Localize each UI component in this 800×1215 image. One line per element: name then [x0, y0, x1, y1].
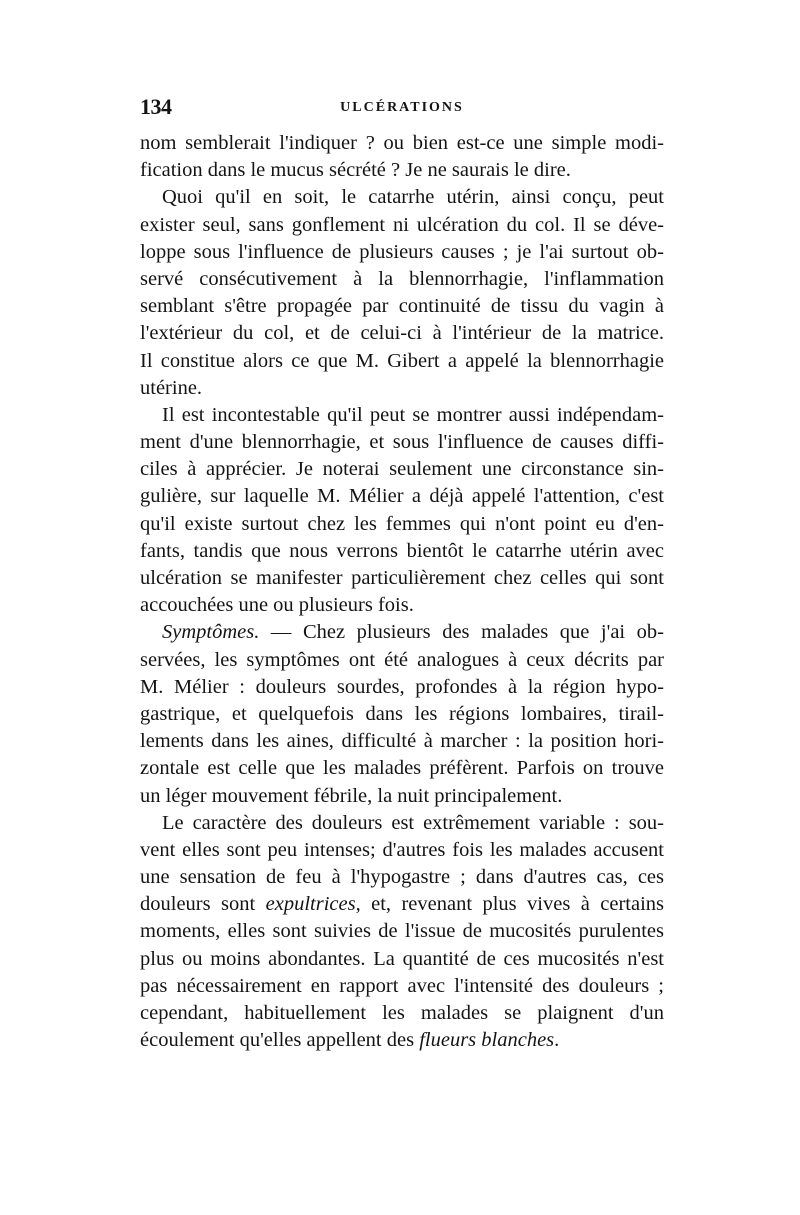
- text-segment: ulcération se manifester particulièrement chez celles qui sont: [140, 567, 664, 589]
- text-segment: nom semblerait l'indiquer ? ou bien est-ce une simple modi-: [140, 132, 664, 154]
- text-segment: plus ou moins abondantes. La quantité de ces mucosités n'est: [140, 947, 664, 970]
- text-line: [140, 619, 664, 646]
- text-segment: utérine.: [140, 376, 203, 399]
- text-segment: .: [554, 1029, 560, 1052]
- text-segment: loppe sous l'influence de plusieurs causes ; je l'ai surtout ob-: [140, 240, 664, 263]
- text-segment: zontale est celle que les malades préfèrent. Parfois on trouve: [140, 757, 664, 780]
- text-segment: Le caractère des douleurs est extrêmement variable : sou-: [162, 811, 664, 834]
- text-segment: douleurs sont: [140, 893, 266, 916]
- text-line: [140, 212, 664, 239]
- text-segment: accouchées une ou plusieurs fois.: [140, 594, 414, 617]
- running-head: ULCÉRATIONS: [340, 100, 464, 115]
- text-segment: écoulement qu'elles appellent des: [140, 1029, 420, 1052]
- text-line: [140, 348, 664, 375]
- text-line: [140, 266, 664, 293]
- text-line: [140, 728, 664, 755]
- text-line: [140, 891, 664, 918]
- text-segment: gulière, sur laquelle M. Mélier a déjà appelé l'attention, c'est: [140, 485, 664, 508]
- text-segment: qu'il existe surtout chez les femmes qui n'ont point eu d'en-: [140, 512, 664, 535]
- text-segment: pas nécessairement en rapport avec l'intensité des douleurs ;: [140, 974, 664, 997]
- text-segment: M. Mélier : douleurs sourdes, profondes à la région hypo-: [140, 675, 664, 698]
- page-header: [140, 94, 664, 124]
- text-segment: l'extérieur du col, et de celui-ci à l'intérieur de la matrice.: [140, 322, 664, 345]
- text-line: [140, 946, 664, 973]
- text-segment: fication dans le mucus sécrété ? Je ne saurais le dire.: [140, 159, 571, 182]
- text-segment: , et, revenant plus vives à certains: [355, 893, 664, 916]
- text-segment: Il constitue alors ce que M. Gibert a appelé la blennorrhagie: [140, 349, 664, 372]
- text-segment: Quoi qu'il en soit, le catarrhe utérin, ainsi conçu, peut: [162, 186, 664, 209]
- text-segment: vent elles sont peu intenses; d'autres fois les malades accusent: [140, 838, 664, 861]
- text-segment: exister seul, sans gonflement ni ulcération du col. Il se déve-: [140, 213, 664, 236]
- text-line: [140, 239, 664, 266]
- page-body-text: [140, 130, 664, 1054]
- text-line: [140, 647, 664, 674]
- text-line: [140, 565, 664, 592]
- text-line: [140, 701, 664, 728]
- text-line: [140, 375, 664, 402]
- text-segment: cependant, habituellement les malades se plaignent d'un: [140, 1002, 664, 1024]
- text-segment: gastrique, et quelquefois dans les régions lombaires, tirail-: [140, 702, 664, 725]
- text-line: [140, 130, 664, 157]
- text-line: [140, 755, 664, 782]
- text-segment: — Chez plusieurs des malades que j'ai ob-: [259, 621, 664, 644]
- italic-text: flueurs blanches: [419, 1029, 555, 1052]
- text-line: [140, 837, 664, 864]
- text-segment: ciles à apprécier. Je noterai seulement une circonstance sin-: [140, 458, 664, 481]
- text-line: [140, 511, 664, 538]
- text-line: [140, 973, 664, 1000]
- text-line: [140, 157, 664, 184]
- text-segment: servées, les symptômes ont été analogues à ceux décrits par: [140, 648, 664, 671]
- text-line: [140, 674, 664, 701]
- text-segment: fants, tandis que nous verrons bientôt le catarrhe utérin avec: [140, 539, 664, 562]
- text-segment: servé consécutivement à la blennorrhagie, l'inflammation: [140, 267, 664, 290]
- text-segment: semblant s'être propagée par continuité de tissu du vagin à: [140, 295, 664, 318]
- text-line: [140, 402, 664, 429]
- text-segment: Il est incontestable qu'il peut se montrer aussi indépendam-: [162, 403, 664, 426]
- text-segment: ment d'une blennorrhagie, et sous l'influence de causes diffi-: [140, 431, 664, 454]
- italic-text: expultrices: [265, 893, 356, 916]
- text-line: [140, 538, 664, 565]
- text-line: [140, 810, 664, 837]
- text-line: [140, 483, 664, 510]
- italic-text: Symptômes.: [162, 621, 260, 644]
- text-segment: lements dans les aines, difficulté à marcher : la position hori-: [140, 730, 664, 753]
- text-line: [140, 592, 664, 619]
- text-segment: une sensation de feu à l'hypogastre ; dans d'autres cas, ces: [140, 866, 664, 889]
- text-line: [140, 456, 664, 483]
- page-number: 134: [140, 94, 172, 119]
- text-line: [140, 864, 664, 891]
- text-line: [140, 293, 664, 320]
- text-line: [140, 429, 664, 456]
- text-line: [140, 918, 664, 945]
- text-line: [140, 320, 664, 347]
- text-line: [140, 783, 664, 810]
- text-segment: un léger mouvement fébrile, la nuit principalement.: [140, 784, 563, 807]
- text-line: [140, 1027, 664, 1054]
- text-segment: moments, elles sont suivies de l'issue de mucosités purulentes: [140, 920, 664, 943]
- text-line: [140, 1000, 664, 1027]
- text-line: [140, 184, 664, 211]
